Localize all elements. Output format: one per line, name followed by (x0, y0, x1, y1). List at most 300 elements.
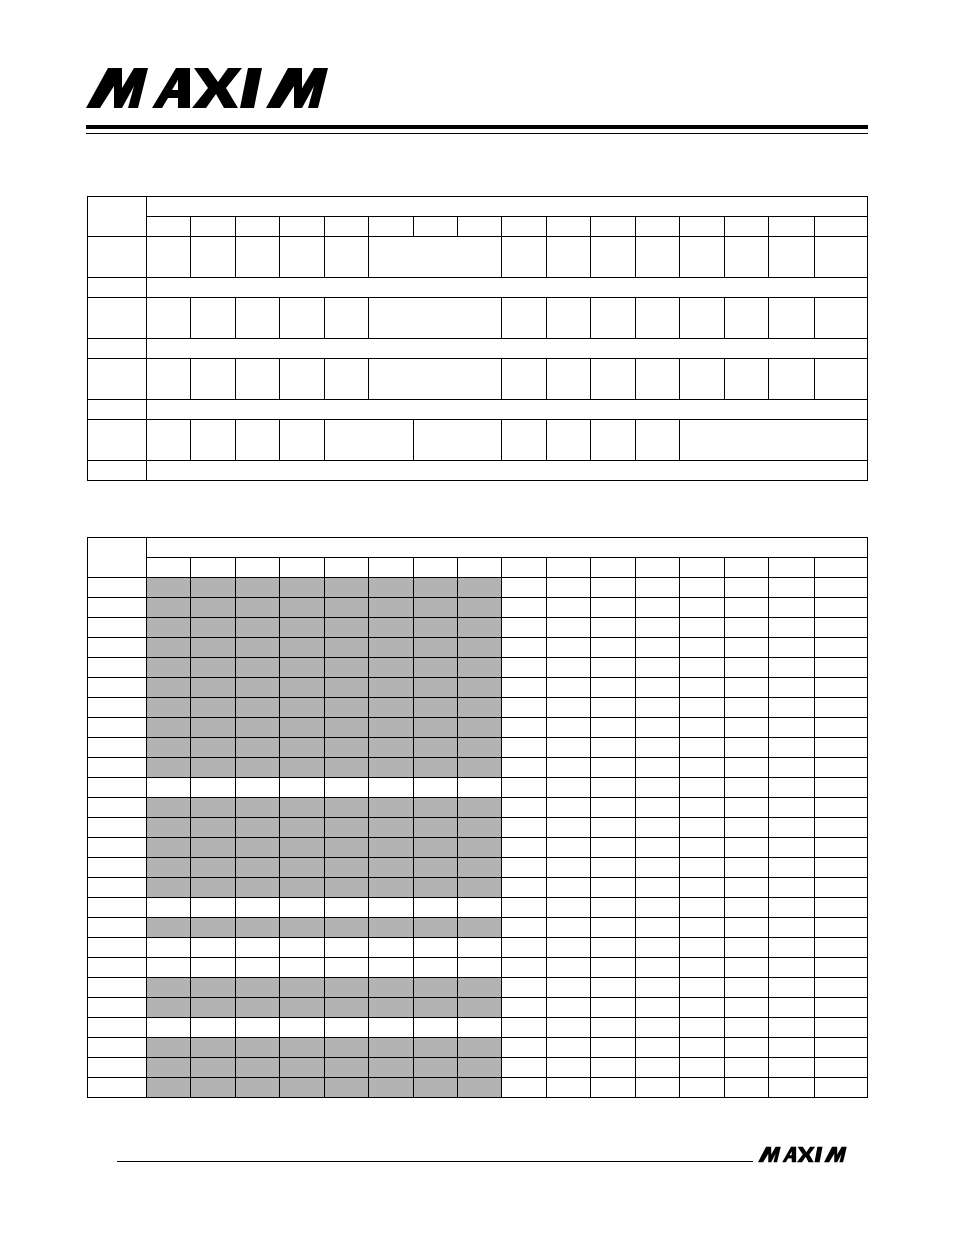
shaded-bit-cell (191, 838, 236, 858)
bit-cell (502, 658, 547, 678)
shaded-bit-cell (236, 798, 280, 818)
bit-cell (636, 798, 680, 818)
bit-cell (636, 998, 680, 1018)
bit-header-cell (369, 217, 414, 237)
row-label-cell (88, 237, 147, 278)
field-cell (680, 420, 868, 461)
bit-cell (147, 898, 191, 918)
bit-header-cell (280, 558, 325, 578)
bit-cell (636, 718, 680, 738)
shaded-bit-cell (147, 858, 191, 878)
field-cell (414, 420, 502, 461)
shaded-bit-cell (414, 578, 458, 598)
shaded-bit-cell (147, 1038, 191, 1058)
shaded-bit-cell (236, 858, 280, 878)
shaded-bit-cell (458, 1058, 502, 1078)
bit-cell (502, 618, 547, 638)
bit-header-cell (414, 217, 458, 237)
maxim-logo-small-icon (758, 1146, 868, 1163)
bit-cell (815, 958, 868, 978)
bit-cell (636, 858, 680, 878)
bit-cell (547, 1058, 591, 1078)
shaded-bit-cell (236, 1038, 280, 1058)
field-cell (591, 420, 636, 461)
shaded-bit-cell (191, 1058, 236, 1078)
row-label-cell (88, 578, 147, 598)
bit-cell (769, 978, 815, 998)
shaded-bit-cell (147, 838, 191, 858)
shaded-bit-cell (236, 578, 280, 598)
shaded-bit-cell (147, 918, 191, 938)
bit-cell (725, 1018, 769, 1038)
field-cell (236, 298, 280, 339)
header-rule (86, 125, 868, 129)
bit-cell (680, 578, 725, 598)
bit-cell (591, 918, 636, 938)
shaded-bit-cell (280, 658, 325, 678)
shaded-bit-cell (458, 718, 502, 738)
field-cell (769, 298, 815, 339)
bit-cell (502, 898, 547, 918)
bit-cell (547, 1078, 591, 1098)
bit-cell (458, 778, 502, 798)
shaded-bit-cell (414, 918, 458, 938)
bit-assignment-table (87, 537, 868, 1098)
bit-cell (547, 898, 591, 918)
bit-cell (769, 918, 815, 938)
row-label-cell (88, 420, 147, 461)
bit-cell (547, 618, 591, 638)
header-span-cell (147, 197, 868, 217)
bit-cell (815, 978, 868, 998)
bit-cell (502, 638, 547, 658)
shaded-bit-cell (369, 998, 414, 1018)
bit-cell (591, 798, 636, 818)
bit-cell (725, 798, 769, 818)
bit-cell (725, 638, 769, 658)
shaded-bit-cell (325, 978, 369, 998)
row-label-cell (88, 1038, 147, 1058)
shaded-bit-cell (191, 718, 236, 738)
shaded-bit-cell (414, 978, 458, 998)
table-row (88, 1018, 868, 1038)
shaded-bit-cell (147, 878, 191, 898)
bit-cell (636, 678, 680, 698)
shaded-bit-cell (280, 738, 325, 758)
bit-cell (680, 898, 725, 918)
bit-cell (236, 938, 280, 958)
bit-cell (502, 578, 547, 598)
shaded-bit-cell (325, 738, 369, 758)
shaded-bit-cell (369, 618, 414, 638)
bit-cell (369, 958, 414, 978)
shaded-bit-cell (414, 658, 458, 678)
bit-cell (815, 758, 868, 778)
bit-cell (769, 818, 815, 838)
bit-cell (502, 698, 547, 718)
bit-cell (369, 938, 414, 958)
shaded-bit-cell (280, 918, 325, 938)
bit-cell (236, 898, 280, 918)
bit-cell (769, 698, 815, 718)
field-cell (636, 420, 680, 461)
bit-cell (591, 578, 636, 598)
bit-cell (769, 758, 815, 778)
bit-cell (502, 758, 547, 778)
bit-cell (815, 1038, 868, 1058)
bit-cell (680, 758, 725, 778)
field-cell (636, 298, 680, 339)
shaded-bit-cell (458, 918, 502, 938)
shaded-bit-cell (280, 618, 325, 638)
row-label-cell (88, 1078, 147, 1098)
field-cell (147, 237, 191, 278)
bit-cell (636, 1018, 680, 1038)
shaded-bit-cell (191, 1078, 236, 1098)
shaded-bit-cell (458, 798, 502, 818)
field-cell (769, 237, 815, 278)
bit-cell (725, 958, 769, 978)
shaded-bit-cell (325, 1038, 369, 1058)
shaded-bit-cell (369, 1058, 414, 1078)
bit-cell (769, 1058, 815, 1078)
bit-header-cell (458, 217, 502, 237)
shaded-bit-cell (236, 598, 280, 618)
bit-cell (636, 638, 680, 658)
bit-cell (280, 898, 325, 918)
shaded-bit-cell (369, 798, 414, 818)
bit-cell (636, 778, 680, 798)
bit-cell (680, 738, 725, 758)
bit-cell (815, 938, 868, 958)
shaded-bit-cell (147, 618, 191, 638)
shaded-bit-cell (414, 618, 458, 638)
shaded-bit-cell (458, 598, 502, 618)
field-cell (769, 359, 815, 400)
row-label-cell (88, 718, 147, 738)
bit-cell (769, 878, 815, 898)
bit-cell (502, 978, 547, 998)
bit-cell (725, 658, 769, 678)
table-row (88, 718, 868, 738)
shaded-bit-cell (458, 878, 502, 898)
shaded-bit-cell (458, 618, 502, 638)
table-row (88, 298, 868, 339)
bit-cell (325, 898, 369, 918)
shaded-bit-cell (236, 718, 280, 738)
table-row (88, 578, 868, 598)
shaded-bit-cell (414, 738, 458, 758)
shaded-bit-cell (236, 998, 280, 1018)
row-label-cell (88, 998, 147, 1018)
bit-cell (769, 958, 815, 978)
bit-cell (725, 778, 769, 798)
shaded-bit-cell (236, 818, 280, 838)
bit-cell (369, 778, 414, 798)
bit-cell (769, 1038, 815, 1058)
row-label-cell (88, 461, 147, 481)
shaded-bit-cell (147, 598, 191, 618)
bit-cell (680, 878, 725, 898)
shaded-bit-cell (280, 858, 325, 878)
shaded-bit-cell (191, 578, 236, 598)
table-row (88, 898, 868, 918)
shaded-bit-cell (458, 818, 502, 838)
bit-header-cell (725, 558, 769, 578)
field-cell (547, 298, 591, 339)
shaded-bit-cell (147, 1078, 191, 1098)
shaded-bit-cell (147, 758, 191, 778)
bit-cell (725, 858, 769, 878)
bit-cell (414, 938, 458, 958)
bit-cell (680, 838, 725, 858)
shaded-bit-cell (191, 738, 236, 758)
shaded-bit-cell (191, 758, 236, 778)
bit-cell (769, 798, 815, 818)
field-cell (591, 237, 636, 278)
shaded-bit-cell (191, 618, 236, 638)
bit-header-cell (680, 558, 725, 578)
shaded-bit-cell (191, 998, 236, 1018)
shaded-bit-cell (325, 998, 369, 1018)
span-cell (147, 400, 868, 420)
field-cell (236, 420, 280, 461)
bit-cell (680, 958, 725, 978)
bit-cell (680, 658, 725, 678)
shaded-bit-cell (325, 918, 369, 938)
shaded-bit-cell (325, 818, 369, 838)
field-cell (191, 237, 236, 278)
shaded-bit-cell (369, 978, 414, 998)
bit-cell (815, 618, 868, 638)
shaded-bit-cell (325, 1078, 369, 1098)
field-cell (280, 237, 325, 278)
shaded-bit-cell (280, 838, 325, 858)
table-row (88, 339, 868, 359)
shaded-bit-cell (458, 998, 502, 1018)
bit-cell (502, 678, 547, 698)
shaded-bit-cell (191, 878, 236, 898)
bit-cell (680, 798, 725, 818)
bit-cell (815, 718, 868, 738)
row-label-cell (88, 618, 147, 638)
shaded-bit-cell (147, 1058, 191, 1078)
bit-header-cell (147, 558, 191, 578)
bit-cell (414, 898, 458, 918)
bit-cell (591, 818, 636, 838)
bit-cell (591, 838, 636, 858)
bit-cell (502, 598, 547, 618)
bit-cell (769, 938, 815, 958)
bit-cell (591, 658, 636, 678)
bit-cell (591, 858, 636, 878)
shaded-bit-cell (191, 658, 236, 678)
bit-cell (502, 778, 547, 798)
bit-cell (280, 778, 325, 798)
bit-cell (815, 878, 868, 898)
bit-header-cell (147, 217, 191, 237)
shaded-bit-cell (325, 798, 369, 818)
bit-header-cell (591, 558, 636, 578)
table-row (88, 918, 868, 938)
bit-cell (547, 938, 591, 958)
shaded-bit-cell (369, 678, 414, 698)
shaded-bit-cell (147, 978, 191, 998)
shaded-bit-cell (369, 718, 414, 738)
table-row (88, 400, 868, 420)
bit-cell (147, 958, 191, 978)
row-label-cell (88, 898, 147, 918)
bit-header-cell (191, 217, 236, 237)
shaded-bit-cell (458, 858, 502, 878)
table-row (88, 738, 868, 758)
bit-cell (547, 658, 591, 678)
bit-cell (502, 1018, 547, 1038)
field-cell (147, 359, 191, 400)
shaded-bit-cell (414, 1078, 458, 1098)
field-cell (725, 359, 769, 400)
field-cell (280, 298, 325, 339)
row-label-cell (88, 400, 147, 420)
shaded-bit-cell (236, 738, 280, 758)
bit-cell (547, 998, 591, 1018)
bit-cell (547, 738, 591, 758)
shaded-bit-cell (236, 678, 280, 698)
table-row (88, 698, 868, 718)
shaded-bit-cell (414, 718, 458, 738)
field-cell (236, 359, 280, 400)
bit-cell (502, 998, 547, 1018)
shaded-bit-cell (414, 758, 458, 778)
bit-cell (815, 1078, 868, 1098)
bit-header-cell (636, 217, 680, 237)
table-row (88, 359, 868, 400)
shaded-bit-cell (458, 638, 502, 658)
bit-cell (815, 898, 868, 918)
shaded-bit-cell (191, 818, 236, 838)
shaded-bit-cell (236, 1078, 280, 1098)
shaded-bit-cell (191, 1038, 236, 1058)
shaded-bit-cell (325, 1058, 369, 1078)
bit-cell (636, 978, 680, 998)
shaded-bit-cell (414, 1038, 458, 1058)
field-cell (815, 359, 868, 400)
bit-cell (815, 858, 868, 878)
shaded-bit-cell (369, 858, 414, 878)
bit-cell (725, 878, 769, 898)
shaded-bit-cell (147, 658, 191, 678)
bit-cell (414, 778, 458, 798)
shaded-bit-cell (236, 1058, 280, 1078)
shaded-bit-cell (191, 678, 236, 698)
shaded-bit-cell (458, 758, 502, 778)
shaded-bit-cell (325, 858, 369, 878)
bit-cell (414, 1018, 458, 1038)
bit-header-cell (236, 217, 280, 237)
row-label-cell (88, 1058, 147, 1078)
bit-cell (636, 738, 680, 758)
shaded-bit-cell (147, 678, 191, 698)
row-label-cell (88, 598, 147, 618)
shaded-bit-cell (147, 578, 191, 598)
bit-cell (636, 958, 680, 978)
table-row (88, 278, 868, 298)
shaded-bit-cell (325, 618, 369, 638)
bit-cell (680, 778, 725, 798)
shaded-bit-cell (280, 578, 325, 598)
field-cell (369, 359, 502, 400)
field-cell (191, 420, 236, 461)
bit-cell (547, 638, 591, 658)
field-cell (369, 237, 502, 278)
table-row (88, 1078, 868, 1098)
bit-header-cell (769, 558, 815, 578)
row-label-cell (88, 1018, 147, 1038)
table-row (88, 197, 868, 217)
bit-cell (325, 1018, 369, 1038)
bit-cell (815, 698, 868, 718)
bit-cell (636, 1058, 680, 1078)
bit-cell (680, 938, 725, 958)
bit-cell (591, 678, 636, 698)
bit-cell (636, 598, 680, 618)
bit-cell (725, 618, 769, 638)
maxim-logo-icon (86, 66, 386, 110)
bit-cell (636, 658, 680, 678)
bit-cell (502, 1078, 547, 1098)
shaded-bit-cell (458, 698, 502, 718)
field-cell (191, 298, 236, 339)
field-cell (725, 237, 769, 278)
shaded-bit-cell (325, 598, 369, 618)
table-row (88, 217, 868, 237)
bit-cell (725, 1038, 769, 1058)
table-row (88, 998, 868, 1018)
bit-cell (191, 1018, 236, 1038)
bit-cell (547, 818, 591, 838)
row-label-cell (88, 278, 147, 298)
shaded-bit-cell (414, 858, 458, 878)
bit-cell (769, 678, 815, 698)
bit-cell (636, 818, 680, 838)
field-cell (815, 237, 868, 278)
shaded-bit-cell (414, 638, 458, 658)
bit-cell (815, 638, 868, 658)
table-row (88, 818, 868, 838)
bit-header-cell (458, 558, 502, 578)
bit-cell (815, 798, 868, 818)
bit-cell (636, 898, 680, 918)
bit-cell (591, 998, 636, 1018)
bit-cell (236, 958, 280, 978)
bit-cell (191, 938, 236, 958)
bit-cell (680, 678, 725, 698)
bit-cell (502, 718, 547, 738)
shaded-bit-cell (414, 878, 458, 898)
bit-cell (591, 1058, 636, 1078)
bit-cell (725, 718, 769, 738)
bit-cell (502, 738, 547, 758)
shaded-bit-cell (280, 798, 325, 818)
shaded-bit-cell (414, 1058, 458, 1078)
bit-cell (680, 858, 725, 878)
table-row (88, 638, 868, 658)
field-cell (325, 237, 369, 278)
shaded-bit-cell (236, 658, 280, 678)
bit-header-cell (325, 217, 369, 237)
bit-header-cell (680, 217, 725, 237)
table-row (88, 538, 868, 558)
